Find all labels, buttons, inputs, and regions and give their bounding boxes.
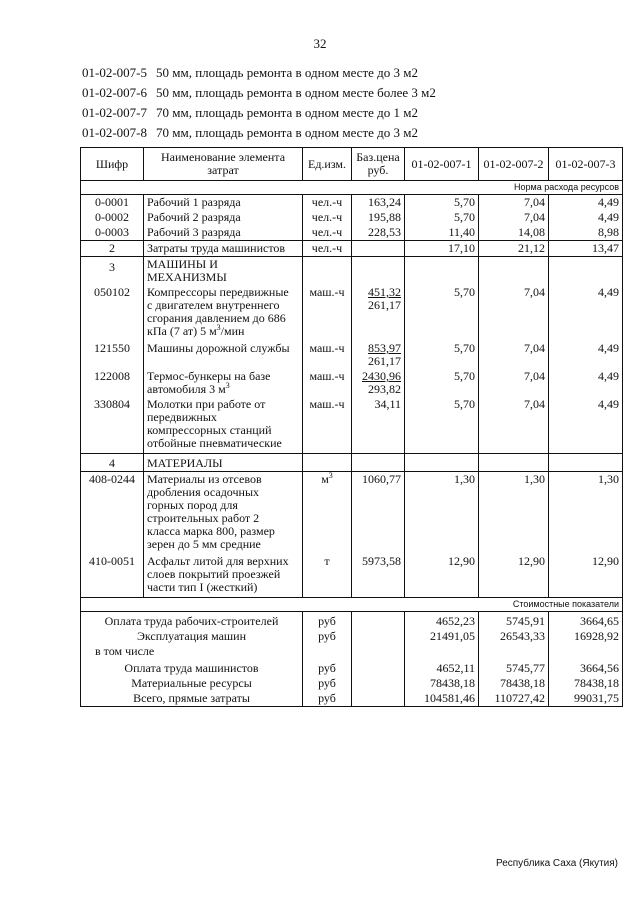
row-code: 408-0244 xyxy=(81,472,144,555)
row-value-1: 5,70 xyxy=(405,339,479,369)
row-price: 1060,77 xyxy=(352,472,405,555)
table-row xyxy=(81,195,623,211)
row-value-2: 12,90 xyxy=(479,554,549,598)
totals-unit: руб xyxy=(303,691,352,707)
labor-price xyxy=(352,241,405,257)
totals-row xyxy=(81,676,623,691)
row-price xyxy=(352,285,405,339)
totals-value-3: 3664,56 xyxy=(549,659,623,676)
row-value-1: 5,70 xyxy=(405,369,479,397)
row-name: Рабочий 2 разряда xyxy=(144,210,303,225)
totals-value-1: 78438,18 xyxy=(405,676,479,691)
page-number: 32 xyxy=(313,36,327,51)
row-code: 122008 xyxy=(81,369,144,397)
row-name-line: части тип I (жесткий) xyxy=(147,580,258,594)
totals-value-3 xyxy=(549,644,623,659)
header-col1: 01-02-007-1 xyxy=(405,148,479,181)
row-price: 163,24 xyxy=(352,195,405,211)
totals-value-1: 4652,23 xyxy=(405,612,479,630)
row-name: Рабочий 3 разряда xyxy=(144,225,303,241)
superscript: 3 xyxy=(216,323,221,332)
header-name xyxy=(144,148,303,181)
code-line xyxy=(82,63,436,83)
header-price-line1: Баз.цена xyxy=(356,150,400,164)
row-name-line: строительных работ 2 xyxy=(147,511,260,525)
totals-value-3: 16928,92 xyxy=(549,629,623,644)
totals-price xyxy=(352,676,405,691)
table-row xyxy=(81,210,623,225)
totals-value-2 xyxy=(479,644,549,659)
code-id: 01-02-007-5 xyxy=(82,65,147,80)
row-name-line: слоев покрытий проезжей xyxy=(147,567,281,581)
row-name-line: кПа (7 ат) 5 м xyxy=(147,324,217,338)
labor-name: Затраты труда машинистов xyxy=(144,241,303,257)
table-row xyxy=(81,554,623,598)
row-name-line: Асфальт литой для верхних xyxy=(147,554,289,568)
materials-section-row xyxy=(81,454,623,472)
row-value-1: 5,70 xyxy=(405,285,479,339)
machines-title-line2: МЕХАНИЗМЫ xyxy=(147,270,227,284)
row-price: 195,88 xyxy=(352,210,405,225)
row-price: 228,53 xyxy=(352,225,405,241)
totals-price xyxy=(352,691,405,707)
totals-value-2: 26543,33 xyxy=(479,629,549,644)
estimate-table xyxy=(80,147,623,707)
row-unit: маш.-ч xyxy=(303,369,352,397)
totals-value-1: 21491,05 xyxy=(405,629,479,644)
code-text: 50 мм, площадь ремонта в одном месте более 3 м2 xyxy=(156,85,436,100)
row-price-secondary: 293,82 xyxy=(368,382,401,396)
totals-value-2: 5745,77 xyxy=(479,659,549,676)
row-name: Рабочий 1 разряда xyxy=(144,195,303,211)
cost-label-row xyxy=(81,598,623,612)
materials-section-code: 4 xyxy=(81,454,144,472)
totals-row xyxy=(81,612,623,630)
code-text: 70 мм, площадь ремонта в одном месте до 3 м2 xyxy=(156,125,418,140)
code-line xyxy=(82,83,436,103)
row-code: 410-0051 xyxy=(81,554,144,598)
totals-value-2: 78438,18 xyxy=(479,676,549,691)
row-name-line: Молотки при работе от xyxy=(147,397,266,411)
totals-row xyxy=(81,659,623,676)
table-row xyxy=(81,369,623,397)
code-line xyxy=(82,103,436,123)
row-unit: т xyxy=(303,554,352,598)
row-code: 050102 xyxy=(81,285,144,339)
row-name xyxy=(144,554,303,598)
table-header-row xyxy=(81,148,623,181)
row-name xyxy=(144,397,303,454)
row-code: 0-0001 xyxy=(81,195,144,211)
row-unit: чел.-ч xyxy=(303,225,352,241)
row-code: 121550 xyxy=(81,339,144,369)
norm-label-row xyxy=(81,181,623,195)
machines-section-title xyxy=(144,257,303,286)
totals-label: Эксплуатация машин xyxy=(81,629,303,644)
totals-unit xyxy=(303,644,352,659)
row-value-1: 11,40 xyxy=(405,225,479,241)
row-value-3: 1,30 xyxy=(549,472,623,555)
totals-label: Оплата труда машинистов xyxy=(81,659,303,676)
row-name-line: Термос-бункеры на базе xyxy=(147,369,271,383)
row-name: Машины дорожной службы xyxy=(144,339,303,369)
table-row xyxy=(81,339,623,369)
row-value-2: 7,04 xyxy=(479,339,549,369)
row-price: 34,11 xyxy=(352,397,405,454)
totals-price xyxy=(352,629,405,644)
table-row xyxy=(81,285,623,339)
row-name xyxy=(144,472,303,555)
row-name-line: отбойные пневматические xyxy=(147,436,282,450)
header-name-line1: Наименование элемента xyxy=(160,150,286,164)
totals-row xyxy=(81,644,623,659)
row-value-2: 7,04 xyxy=(479,397,549,454)
totals-value-1 xyxy=(405,644,479,659)
header-col3: 01-02-007-3 xyxy=(549,148,623,181)
row-name-line: передвижных xyxy=(147,410,217,424)
row-unit: чел.-ч xyxy=(303,210,352,225)
materials-section-title: МАТЕРИАЛЫ xyxy=(144,454,303,472)
row-name-line: дробления осадочных xyxy=(147,485,260,499)
row-value-1: 5,70 xyxy=(405,195,479,211)
superscript: 3 xyxy=(328,471,333,480)
row-name xyxy=(144,285,303,339)
totals-price xyxy=(352,659,405,676)
totals-value-2: 5745,91 xyxy=(479,612,549,630)
totals-label: Оплата труда рабочих-строителей xyxy=(81,612,303,630)
totals-label: Всего, прямые затраты xyxy=(81,691,303,707)
row-name-line: Материалы из отсевов xyxy=(147,472,262,486)
table-row xyxy=(81,397,623,454)
totals-price xyxy=(352,612,405,630)
row-name-line: зерен до 5 мм средние xyxy=(147,537,261,551)
totals-value-1: 104581,46 xyxy=(405,691,479,707)
row-value-2: 14,08 xyxy=(479,225,549,241)
row-code: 0-0002 xyxy=(81,210,144,225)
cost-label: Стоимостные показатели xyxy=(81,598,623,612)
row-value-2: 7,04 xyxy=(479,195,549,211)
row-value-1: 1,30 xyxy=(405,472,479,555)
row-value-2: 7,04 xyxy=(479,285,549,339)
header-col2: 01-02-007-2 xyxy=(479,148,549,181)
row-code: 0-0003 xyxy=(81,225,144,241)
totals-value-3: 99031,75 xyxy=(549,691,623,707)
row-unit: маш.-ч xyxy=(303,397,352,454)
row-value-3: 4,49 xyxy=(549,195,623,211)
header-name-line2: затрат xyxy=(207,163,239,177)
row-value-1: 5,70 xyxy=(405,210,479,225)
code-list xyxy=(82,63,436,143)
totals-unit: руб xyxy=(303,612,352,630)
code-id: 01-02-007-8 xyxy=(82,125,147,140)
totals-value-3: 3664,65 xyxy=(549,612,623,630)
row-value-3: 4,49 xyxy=(549,339,623,369)
row-value-3: 4,49 xyxy=(549,369,623,397)
totals-value-3: 78438,18 xyxy=(549,676,623,691)
labor-code: 2 xyxy=(81,241,144,257)
labor-unit: чел.-ч xyxy=(303,241,352,257)
row-unit xyxy=(303,472,352,555)
row-unit: маш.-ч xyxy=(303,339,352,369)
row-price-secondary: 261,17 xyxy=(368,298,401,312)
row-name-line: Компрессоры передвижные xyxy=(147,285,289,299)
row-name-line: с двигателем внутреннего xyxy=(147,298,280,312)
row-price-main: 853,97 xyxy=(368,341,401,355)
header-price-line2: руб. xyxy=(367,163,389,177)
row-name-line: автомобиля 3 м xyxy=(147,382,226,396)
row-value-1: 12,90 xyxy=(405,554,479,598)
row-code: 330804 xyxy=(81,397,144,454)
totals-label: в том числе xyxy=(81,644,303,659)
code-id: 01-02-007-6 xyxy=(82,85,147,100)
row-unit-base: м xyxy=(321,472,329,486)
row-name-line: горных пород для xyxy=(147,498,238,512)
row-name xyxy=(144,369,303,397)
row-price xyxy=(352,369,405,397)
totals-price xyxy=(352,644,405,659)
code-line xyxy=(82,123,436,143)
totals-row xyxy=(81,629,623,644)
row-value-3: 8,98 xyxy=(549,225,623,241)
labor-value-1: 17,10 xyxy=(405,241,479,257)
row-value-2: 7,04 xyxy=(479,210,549,225)
header-unit: Ед.изм. xyxy=(303,148,352,181)
row-name-line: компрессорных станций xyxy=(147,423,272,437)
row-name-line: сгорания давлением до 686 xyxy=(147,311,286,325)
row-unit: маш.-ч xyxy=(303,285,352,339)
row-price xyxy=(352,339,405,369)
code-text: 50 мм, площадь ремонта в одном месте до 3 м2 xyxy=(156,65,418,80)
row-price-main: 2430,96 xyxy=(362,369,401,383)
totals-unit: руб xyxy=(303,659,352,676)
code-id: 01-02-007-7 xyxy=(82,105,147,120)
table-row xyxy=(81,225,623,241)
norm-label: Норма расхода ресурсов xyxy=(81,181,623,195)
labor-value-3: 13,47 xyxy=(549,241,623,257)
machines-section-code: 3 xyxy=(81,257,144,286)
header-price xyxy=(352,148,405,181)
row-price-main: 451,32 xyxy=(368,285,401,299)
superscript: 3 xyxy=(225,381,230,390)
row-price-secondary: 261,17 xyxy=(368,354,401,368)
labor-value-2: 21,12 xyxy=(479,241,549,257)
totals-label: Материальные ресурсы xyxy=(81,676,303,691)
row-value-2: 7,04 xyxy=(479,369,549,397)
totals-unit: руб xyxy=(303,676,352,691)
header-code: Шифр xyxy=(81,148,144,181)
machines-section-row xyxy=(81,257,623,286)
totals-value-1: 4652,11 xyxy=(405,659,479,676)
row-name-line: класса марка 800, размер xyxy=(147,524,275,538)
table-row xyxy=(81,472,623,555)
row-price: 5973,58 xyxy=(352,554,405,598)
labor-row xyxy=(81,241,623,257)
totals-row xyxy=(81,691,623,707)
row-name-tail: /мин xyxy=(220,324,245,338)
machines-title-line1: МАШИНЫ И xyxy=(147,257,218,271)
row-value-3: 4,49 xyxy=(549,210,623,225)
row-value-2: 1,30 xyxy=(479,472,549,555)
totals-value-2: 110727,42 xyxy=(479,691,549,707)
row-value-3: 4,49 xyxy=(549,285,623,339)
row-value-3: 4,49 xyxy=(549,397,623,454)
row-value-3: 12,90 xyxy=(549,554,623,598)
totals-unit: руб xyxy=(303,629,352,644)
code-text: 70 мм, площадь ремонта в одном месте до 1 м2 xyxy=(156,105,418,120)
row-value-1: 5,70 xyxy=(405,397,479,454)
row-unit: чел.-ч xyxy=(303,195,352,211)
footer-region: Республика Саха (Якутия) xyxy=(495,858,618,869)
